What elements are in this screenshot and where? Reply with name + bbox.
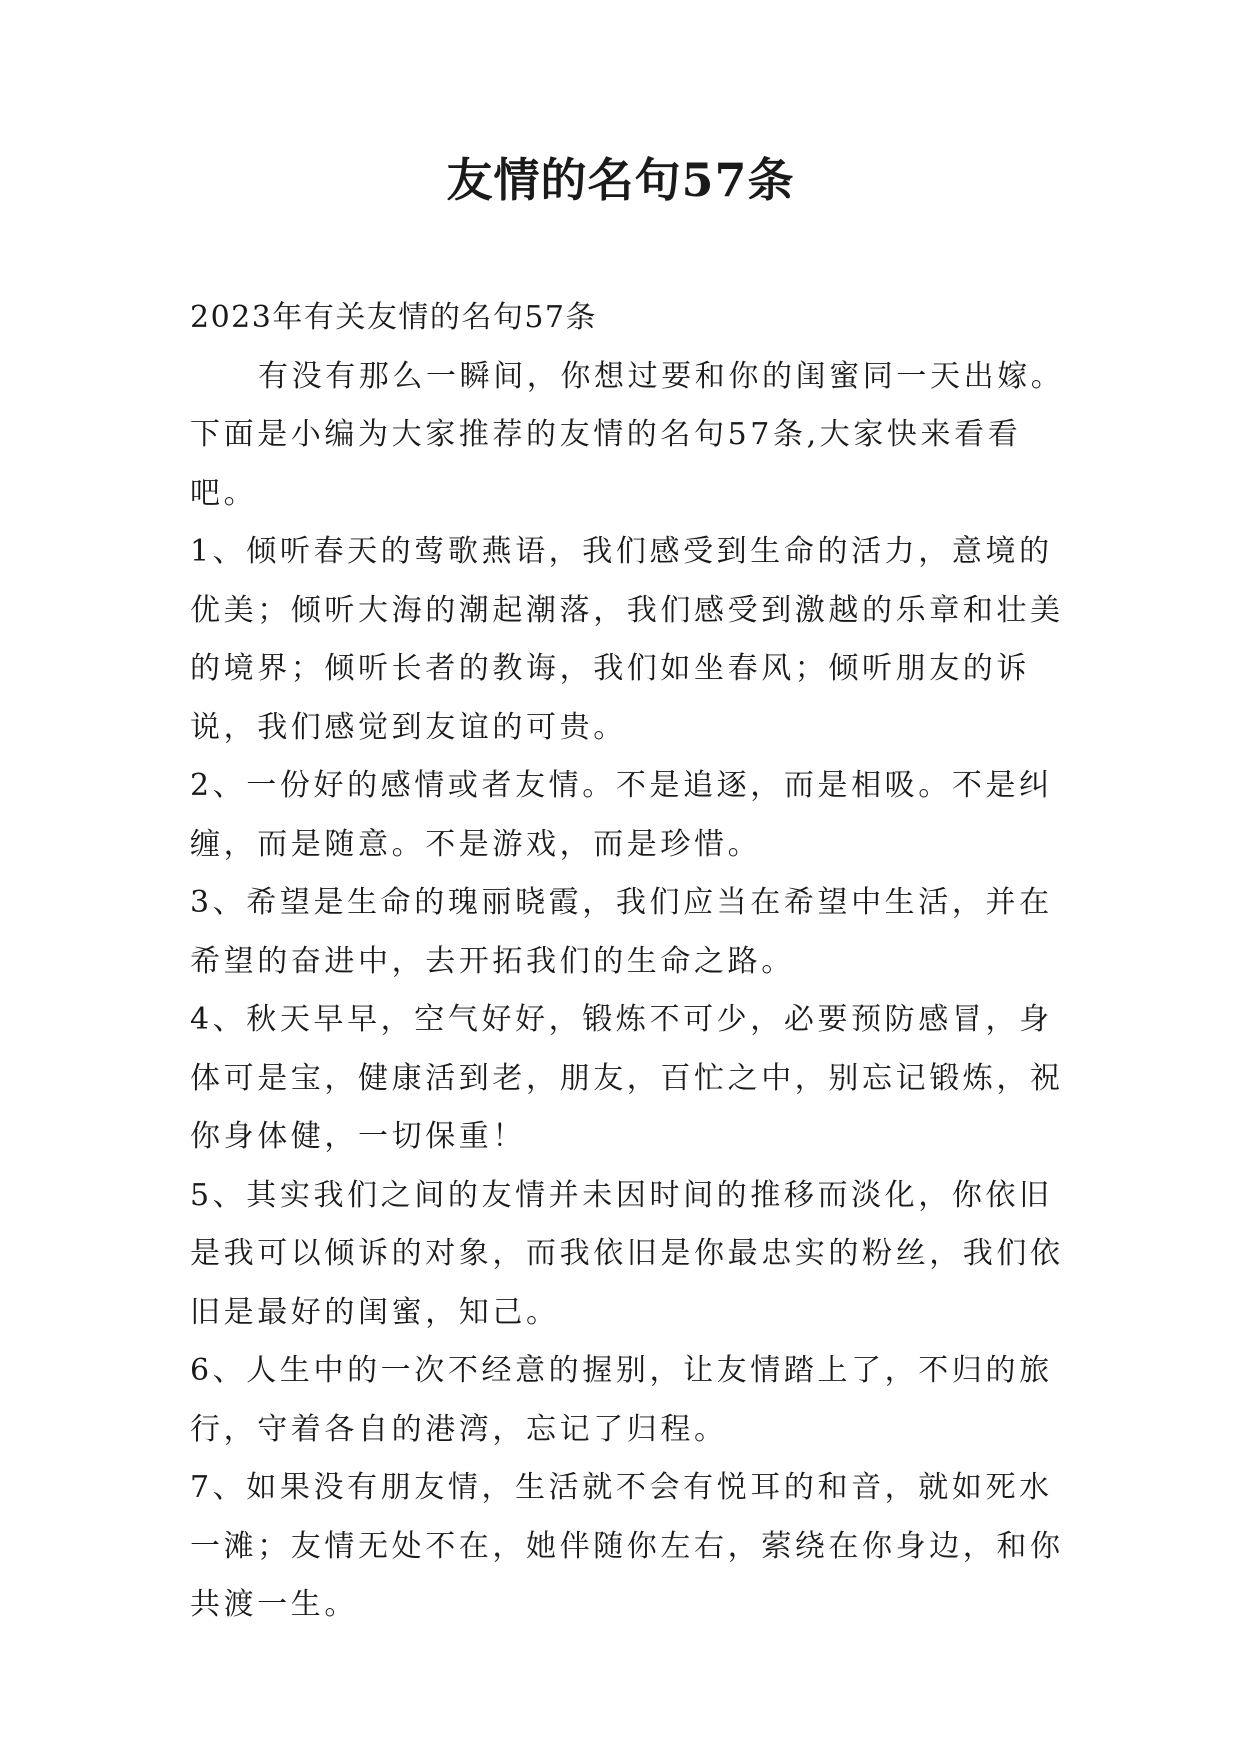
document-subtitle: 2023年有关友情的名句57条 (190, 300, 598, 335)
quote-item-4: 4、秋天早早，空气好好，锻炼不可少，必要预防感冒，身体可是宝，健康活到老，朋友，百忙之中，别忘记锻炼，祝你身体健，一切保重！ (190, 1002, 1064, 1154)
quote-item-1: 1、倾听春天的莺歌燕语，我们感受到生命的活力，意境的优美；倾听大海的潮起潮落，我们感受到激越的乐章和壮美的境界；倾听长者的教诲，我们如坐春风；倾听朋友的诉说，我们感觉到友谊的可贵。 (190, 534, 1064, 745)
document-title: 友情的名句57条 (446, 153, 795, 207)
quote-item-7: 7、如果没有朋友情，生活就不会有悦耳的和音，就如死水一滩；友情无处不在，她伴随你左右，萦绕在你身边，和你共渡一生。 (190, 1470, 1064, 1622)
intro-paragraph: 有没有那么一瞬间，你想过要和你的闺蜜同一天出嫁。下面是小编为大家推荐的友情的名句57条,大家快来看看吧。 (190, 358, 1065, 511)
quote-item-3: 3、希望是生命的瑰丽晓霞，我们应当在希望中生活，并在希望的奋进中，去开拓我们的生命之路。 (190, 885, 1053, 979)
document-body (190, 289, 1070, 1635)
quote-item-5: 5、其实我们之间的友情并未因时间的推移而淡化，你依旧是我可以倾诉的对象，而我依旧是你最忠实的粉丝，我们依旧是最好的闺蜜，知己。 (190, 1177, 1064, 1330)
quote-item-6: 6、人生中的一次不经意的握别，让友情踏上了，不归的旅行，守着各自的港湾，忘记了归程。 (190, 1353, 1053, 1447)
quote-item-2: 2、一份好的感情或者友情。不是追逐，而是相吸。不是纠缠，而是随意。不是游戏，而是珍惜。 (190, 768, 1053, 862)
